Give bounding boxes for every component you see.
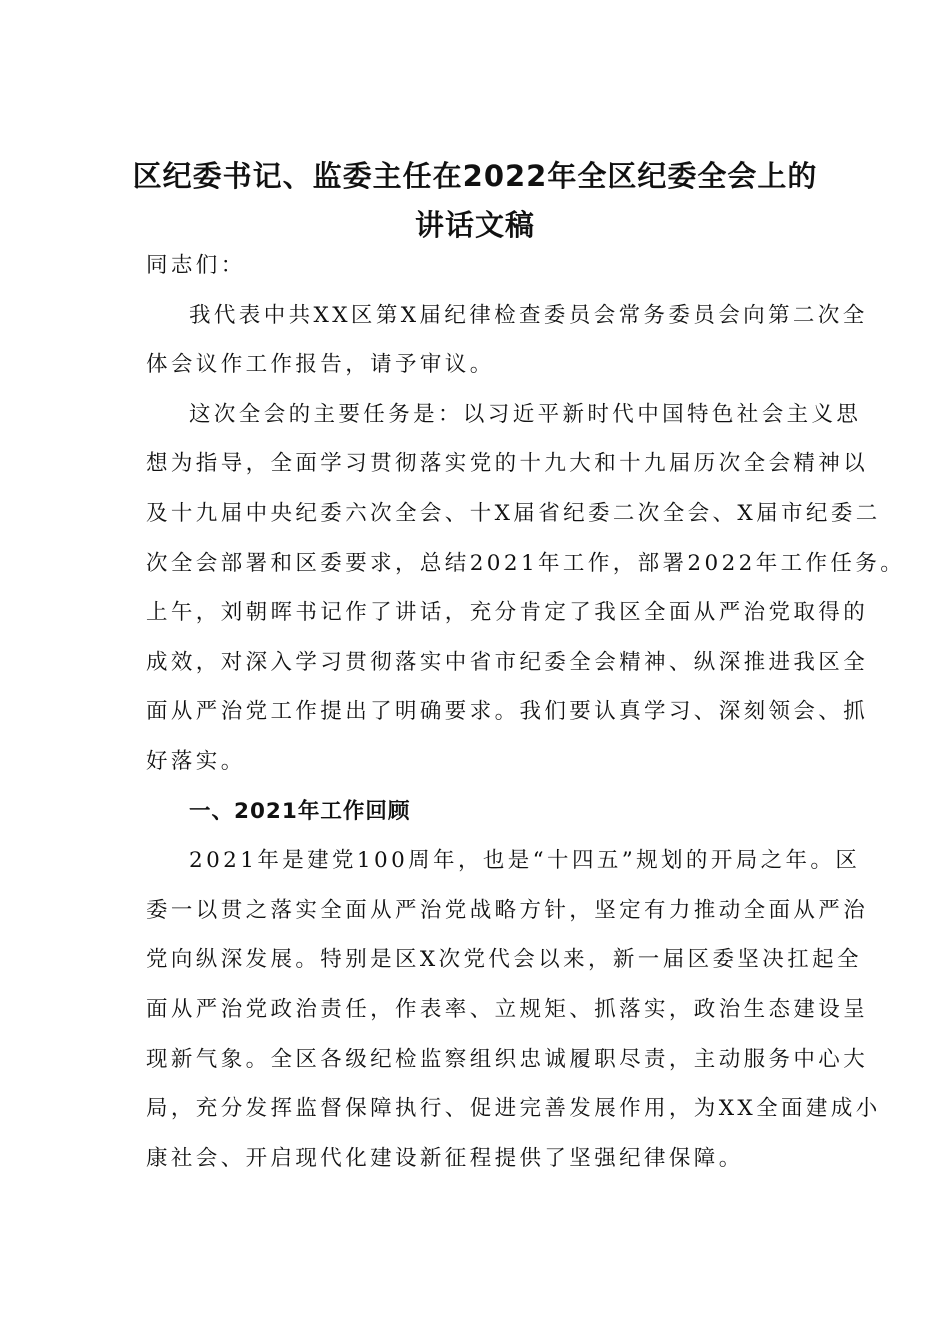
- paragraph-3-line: 局，充分发挥监督保障执行、促进完善发展作用，为XX全面建成小: [146, 1096, 881, 1122]
- paragraph-1-line: 体会议作工作报告，请予审议。: [146, 352, 495, 378]
- paragraph-2-line: 及十九届中央纪委六次全会、十X届省纪委二次全会、X届市纪委二: [146, 500, 881, 526]
- paragraph-2-line: 面从严治党工作提出了明确要求。我们要认真学习、深刻领会、抓: [146, 699, 869, 725]
- paragraph-1-line: 我代表中共XX区第X届纪律检查委员会常务委员会向第二次全: [189, 302, 868, 328]
- section-heading-1: 一、2021年工作回顾: [189, 798, 411, 824]
- paragraph-2-line: 成效，对深入学习贯彻落实中省市纪委全会精神、纵深推进我区全: [146, 649, 869, 675]
- paragraph-2-line: 次全会部署和区委要求，总结2021年工作，部署2022年工作任务。: [146, 550, 906, 576]
- document-title-line-2: 讲话文稿: [414, 208, 535, 242]
- paragraph-2-line: 这次全会的主要任务是：以习近平新时代中国特色社会主义思: [189, 401, 862, 427]
- paragraph-3-line: 现新气象。全区各级纪检监察组织忠诚履职尽责，主动服务中心大: [146, 1046, 869, 1072]
- paragraph-3-line: 2021年是建党100周年，也是“十四五”规划的开局之年。区: [189, 848, 861, 874]
- paragraph-3-line: 康社会、开启现代化建设新征程提供了坚强纪律保障。: [146, 1145, 744, 1171]
- salutation: 同志们：: [146, 253, 246, 278]
- paragraph-3-line: 面从严治党政治责任，作表率、立规矩、抓落实，政治生态建设呈: [146, 996, 869, 1022]
- paragraph-2-line: 好落实。: [146, 748, 246, 774]
- paragraph-2-line: 想为指导，全面学习贯彻落实党的十九大和十九届历次全会精神以: [146, 451, 869, 477]
- document-title-line-1: 区纪委书记、监委主任在2022年全区纪委全会上的: [132, 159, 818, 193]
- paragraph-2-line: 上午，刘朝晖书记作了讲话，充分肯定了我区全面从严治党取得的: [146, 600, 869, 626]
- document-body: [146, 241, 906, 1183]
- paragraph-3-line: 党向纵深发展。特别是区X次党代会以来，新一届区委坚决扛起全: [146, 947, 862, 973]
- paragraph-3-line: 委一以贯之落实全面从严治党战略方针，坚定有力推动全面从严治: [146, 897, 869, 923]
